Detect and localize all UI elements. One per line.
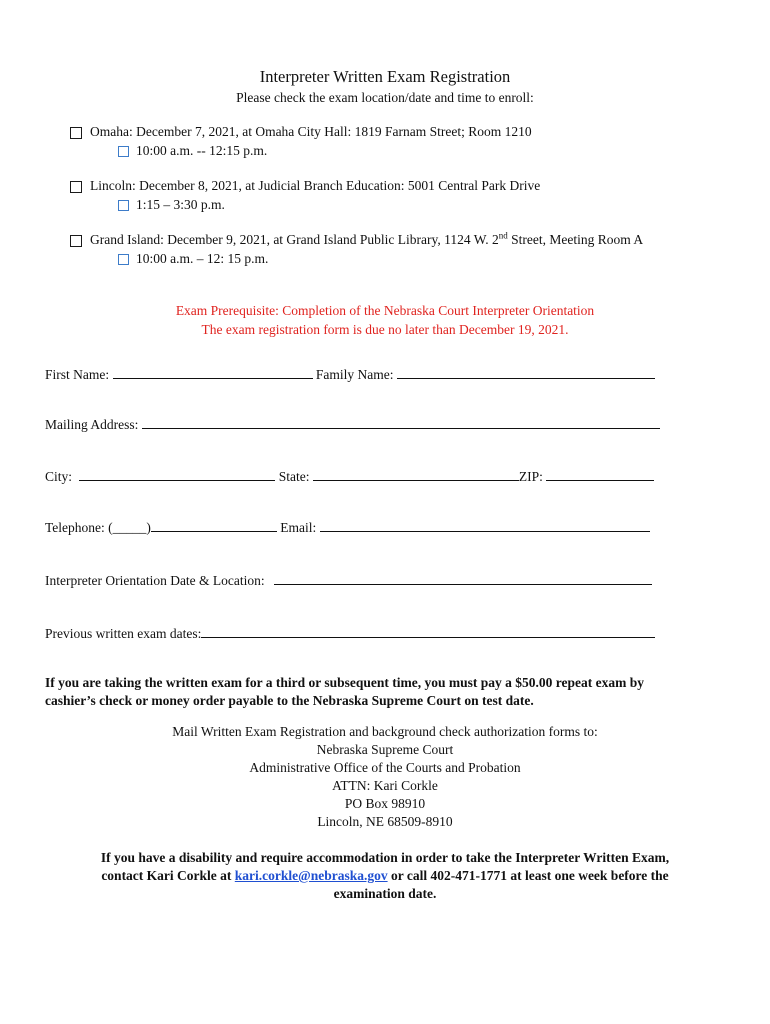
previous-dates-row — [45, 625, 655, 642]
grand-island-time-checkbox[interactable] — [118, 254, 129, 265]
page-title: Interpreter Written Exam Registration — [259, 67, 511, 86]
email-input[interactable] — [320, 519, 650, 532]
mailing-block — [0, 723, 770, 831]
repeat-fee-line2: cashier’s check or money order payable to the Nebraska Supreme Court on test date. — [45, 693, 534, 708]
first-name-label: First Name: — [45, 367, 110, 382]
family-name-label: Family Name: — [315, 367, 394, 382]
telephone-label: Telephone: (_____) — [45, 520, 151, 535]
mailing-line2: Administrative Office of the Courts and Probation — [249, 760, 521, 775]
omaha-checkbox[interactable] — [70, 127, 82, 139]
telephone-email-row — [45, 519, 650, 536]
time-grand-island: 10:00 a.m. – 12: 15 p.m. — [136, 251, 269, 266]
omaha-time-checkbox[interactable] — [118, 146, 129, 157]
mailing-line4: PO Box 98910 — [344, 796, 426, 811]
orientation-label: Interpreter Orientation Date & Location: — [45, 573, 265, 588]
prerequisite-notice: Exam Prerequisite: Completion of the Nebraska Court Interpreter Orientation — [175, 303, 595, 318]
previous-dates-input[interactable] — [201, 625, 655, 638]
email-link[interactable]: kari.corkle@nebraska.gov — [234, 868, 388, 883]
mailing-address-input[interactable] — [142, 416, 660, 429]
orientation-input[interactable] — [274, 572, 652, 585]
due-date-notice: The exam registration form is due no later than December 19, 2021. — [201, 322, 569, 337]
mailing-line3: ATTN: Kari Corkle — [332, 778, 438, 793]
telephone-input[interactable] — [151, 519, 277, 532]
previous-dates-label: Previous written exam dates: — [45, 626, 202, 641]
zip-label: ZIP: — [518, 469, 543, 484]
family-name-input[interactable] — [397, 366, 655, 379]
lincoln-checkbox[interactable] — [70, 181, 82, 193]
mailing-address-row — [45, 416, 660, 433]
state-label: State: — [278, 469, 310, 484]
location-grand-island: Grand Island: December 9, 2021, at Grand Island Public Library, 1124 W. 2nd Street, Meeting Room A — [90, 230, 644, 247]
accommodation-line3: examination date. — [333, 886, 437, 901]
mailing-line5: Lincoln, NE 68509-8910 — [317, 814, 453, 829]
grand-island-checkbox[interactable] — [70, 235, 82, 247]
time-omaha: 10:00 a.m. -- 12:15 p.m. — [136, 143, 268, 158]
accommodation-notice — [0, 849, 770, 903]
location-omaha: Omaha: December 7, 2021, at Omaha City Hall: 1819 Farnam Street; Room 1210 — [90, 124, 532, 139]
city-label: City: — [45, 469, 73, 484]
email-label: Email: — [280, 520, 317, 535]
accommodation-line2: contact Kari Corkle at kari.corkle@nebraska.gov or call 402-471-1771 at least one week before the — [101, 868, 669, 883]
repeat-fee-line1: If you are taking the written exam for a third or subsequent time, you must pay a $50.00 repeat exam by — [45, 675, 644, 690]
state-input[interactable] — [313, 468, 519, 481]
first-name-input[interactable] — [113, 366, 313, 379]
orientation-row — [45, 572, 652, 589]
lincoln-time-checkbox[interactable] — [118, 200, 129, 211]
city-input[interactable] — [79, 468, 275, 481]
time-lincoln: 1:15 – 3:30 p.m. — [136, 197, 225, 212]
zip-input[interactable] — [546, 468, 654, 481]
city-state-zip-row — [45, 468, 654, 485]
accommodation-line1: If you have a disability and require accommodation in order to take the Interpreter Written Exam, — [100, 850, 670, 865]
mailing-address-label: Mailing Address: — [45, 417, 139, 432]
mailing-intro: Mail Written Exam Registration and background check authorization forms to: — [172, 724, 598, 739]
mailing-line1: Nebraska Supreme Court — [316, 742, 454, 757]
first-name-row — [45, 366, 655, 383]
page-subtitle: Please check the exam location/date and time to enroll: — [236, 90, 534, 105]
repeat-fee-notice — [45, 674, 735, 710]
location-lincoln: Lincoln: December 8, 2021, at Judicial Branch Education: 5001 Central Park Drive — [90, 178, 541, 193]
